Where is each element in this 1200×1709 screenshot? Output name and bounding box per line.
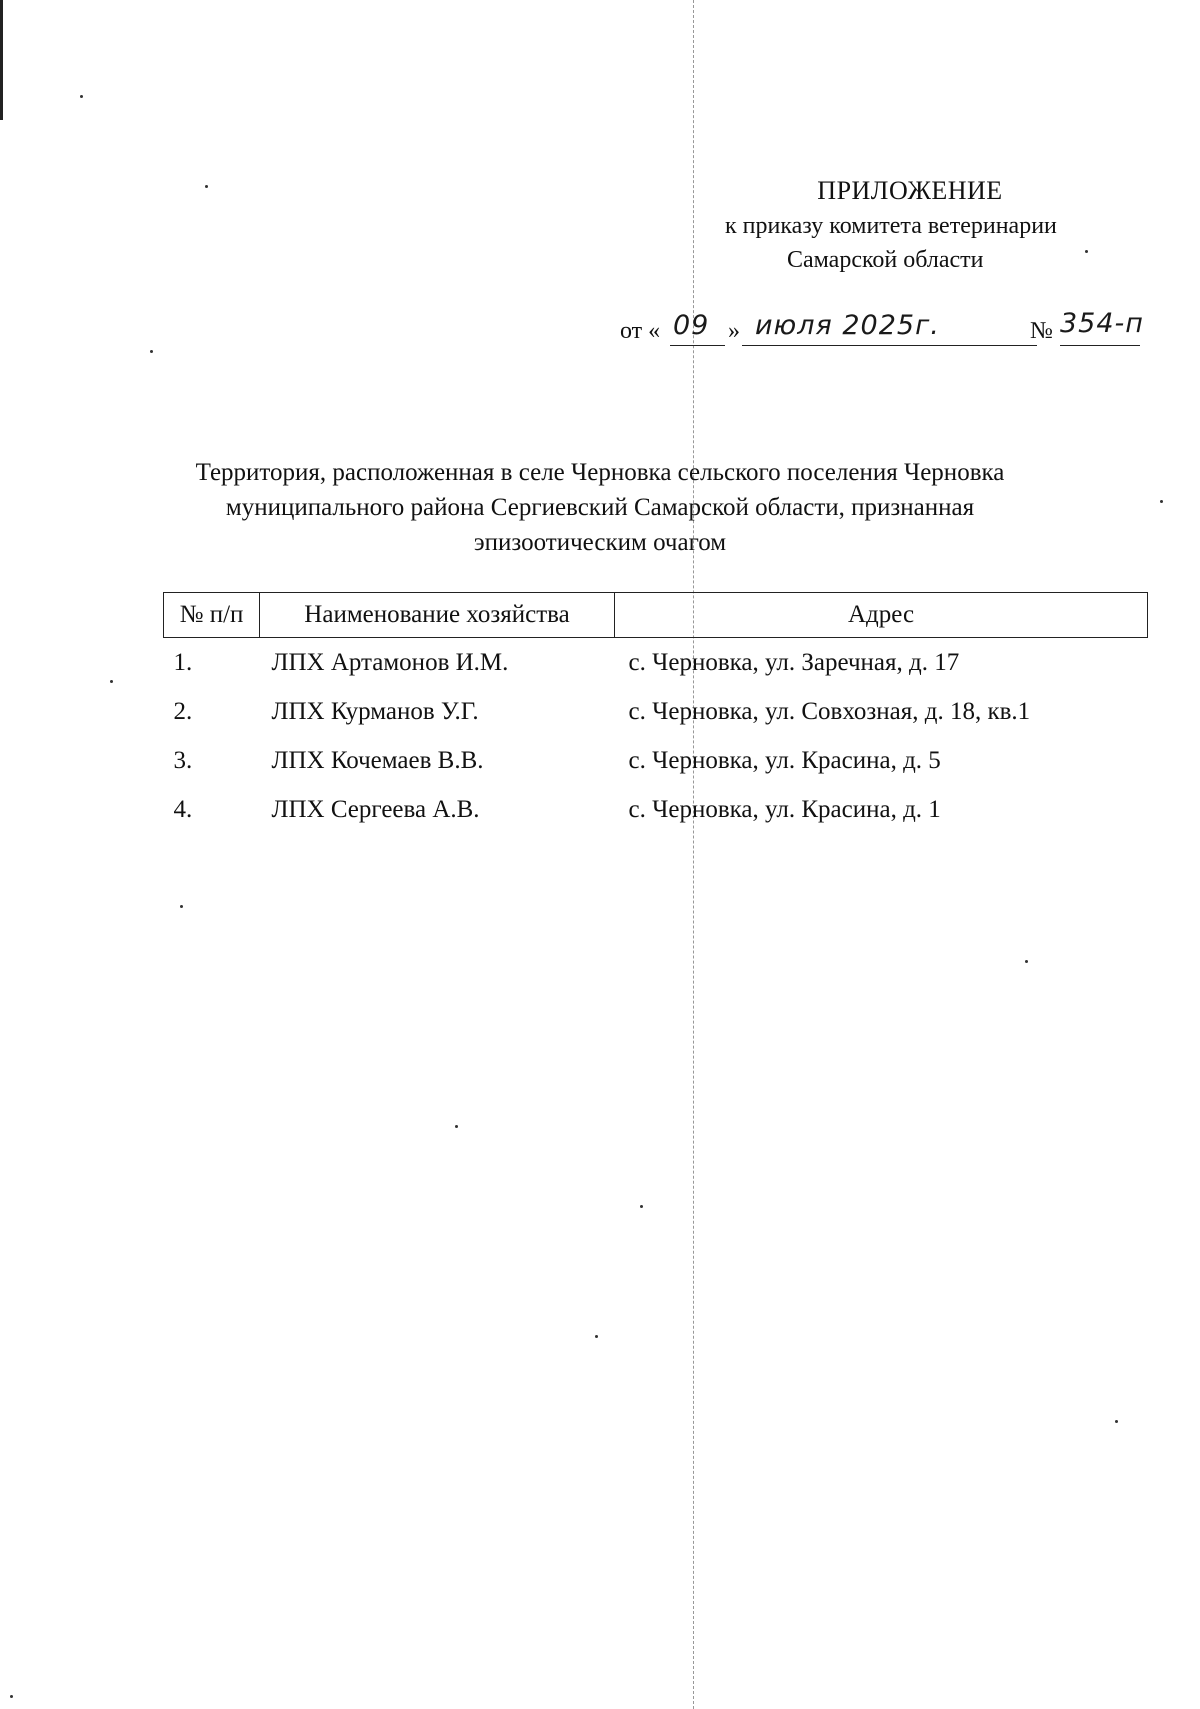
header-number: № п/п (164, 593, 260, 638)
territory-heading (150, 455, 1050, 560)
order-number-label: № (1030, 318, 1053, 344)
appendix-title: ПРИЛОЖЕНИЕ (817, 176, 1003, 205)
scan-speck (1025, 960, 1028, 963)
month-year-underline (742, 345, 1037, 346)
order-day-handwritten: 09 (673, 310, 710, 341)
header-address: Адрес (615, 593, 1148, 638)
scan-speck (10, 1695, 13, 1698)
table-row (164, 785, 1148, 834)
scan-speck (80, 95, 83, 98)
table-row (164, 638, 1148, 688)
header-farm-name: Наименование хозяйства (260, 593, 615, 638)
scan-speck (180, 905, 183, 908)
scan-speck (455, 1125, 458, 1128)
scan-speck (205, 185, 208, 188)
row-farm-name: ЛПХ Артамонов И.М. (271, 648, 509, 676)
number-underline (1060, 345, 1140, 346)
scan-speck (640, 1205, 643, 1208)
row-number: 2. (173, 697, 193, 725)
row-farm-name: ЛПХ Кочемаев В.В. (271, 746, 484, 774)
scan-speck (595, 1335, 598, 1338)
order-reference (620, 308, 1180, 352)
row-number: 3. (173, 746, 193, 774)
row-address: с. Черновка, ул. Совхозная, д. 18, кв.1 (628, 697, 1031, 725)
order-date-quote: » (728, 318, 740, 344)
heading-line-2: муниципального района Сергиевский Самарской области, признанная (225, 494, 975, 521)
scan-speck (1160, 500, 1163, 503)
row-farm-name: ЛПХ Курманов У.Г. (271, 697, 479, 725)
order-number-handwritten: 354-п (1060, 308, 1144, 339)
row-address: с. Черновка, ул. Заречная, д. 17 (628, 648, 960, 676)
row-address: с. Черновка, ул. Красина, д. 5 (628, 746, 941, 774)
row-address: с. Черновка, ул. Красина, д. 1 (628, 795, 941, 823)
scan-fold-line (693, 0, 694, 1709)
appendix-order-line: к приказу комитета ветеринарии (725, 213, 1057, 239)
order-date-prefix: от « (620, 318, 661, 344)
farm-table (163, 592, 1148, 834)
day-underline (670, 345, 725, 346)
order-month-year-handwritten: июля 2025г. (755, 310, 940, 341)
scan-speck (110, 680, 113, 683)
table-header-row (164, 593, 1148, 638)
scan-speck (1115, 1420, 1118, 1423)
table-row (164, 736, 1148, 785)
heading-line-1: Территория, расположенная в селе Черновка сельского поселения Черновка (195, 459, 1005, 486)
heading-line-3: эпизоотическим очагом (473, 529, 727, 556)
row-number: 4. (173, 795, 193, 823)
row-number: 1. (173, 648, 193, 676)
scan-speck (150, 350, 153, 353)
scan-speck (1085, 250, 1088, 253)
scan-edge-mark (0, 0, 3, 120)
row-farm-name: ЛПХ Сергеева А.В. (271, 795, 480, 823)
table-row (164, 687, 1148, 736)
appendix-region-line: Самарской области (787, 247, 984, 273)
